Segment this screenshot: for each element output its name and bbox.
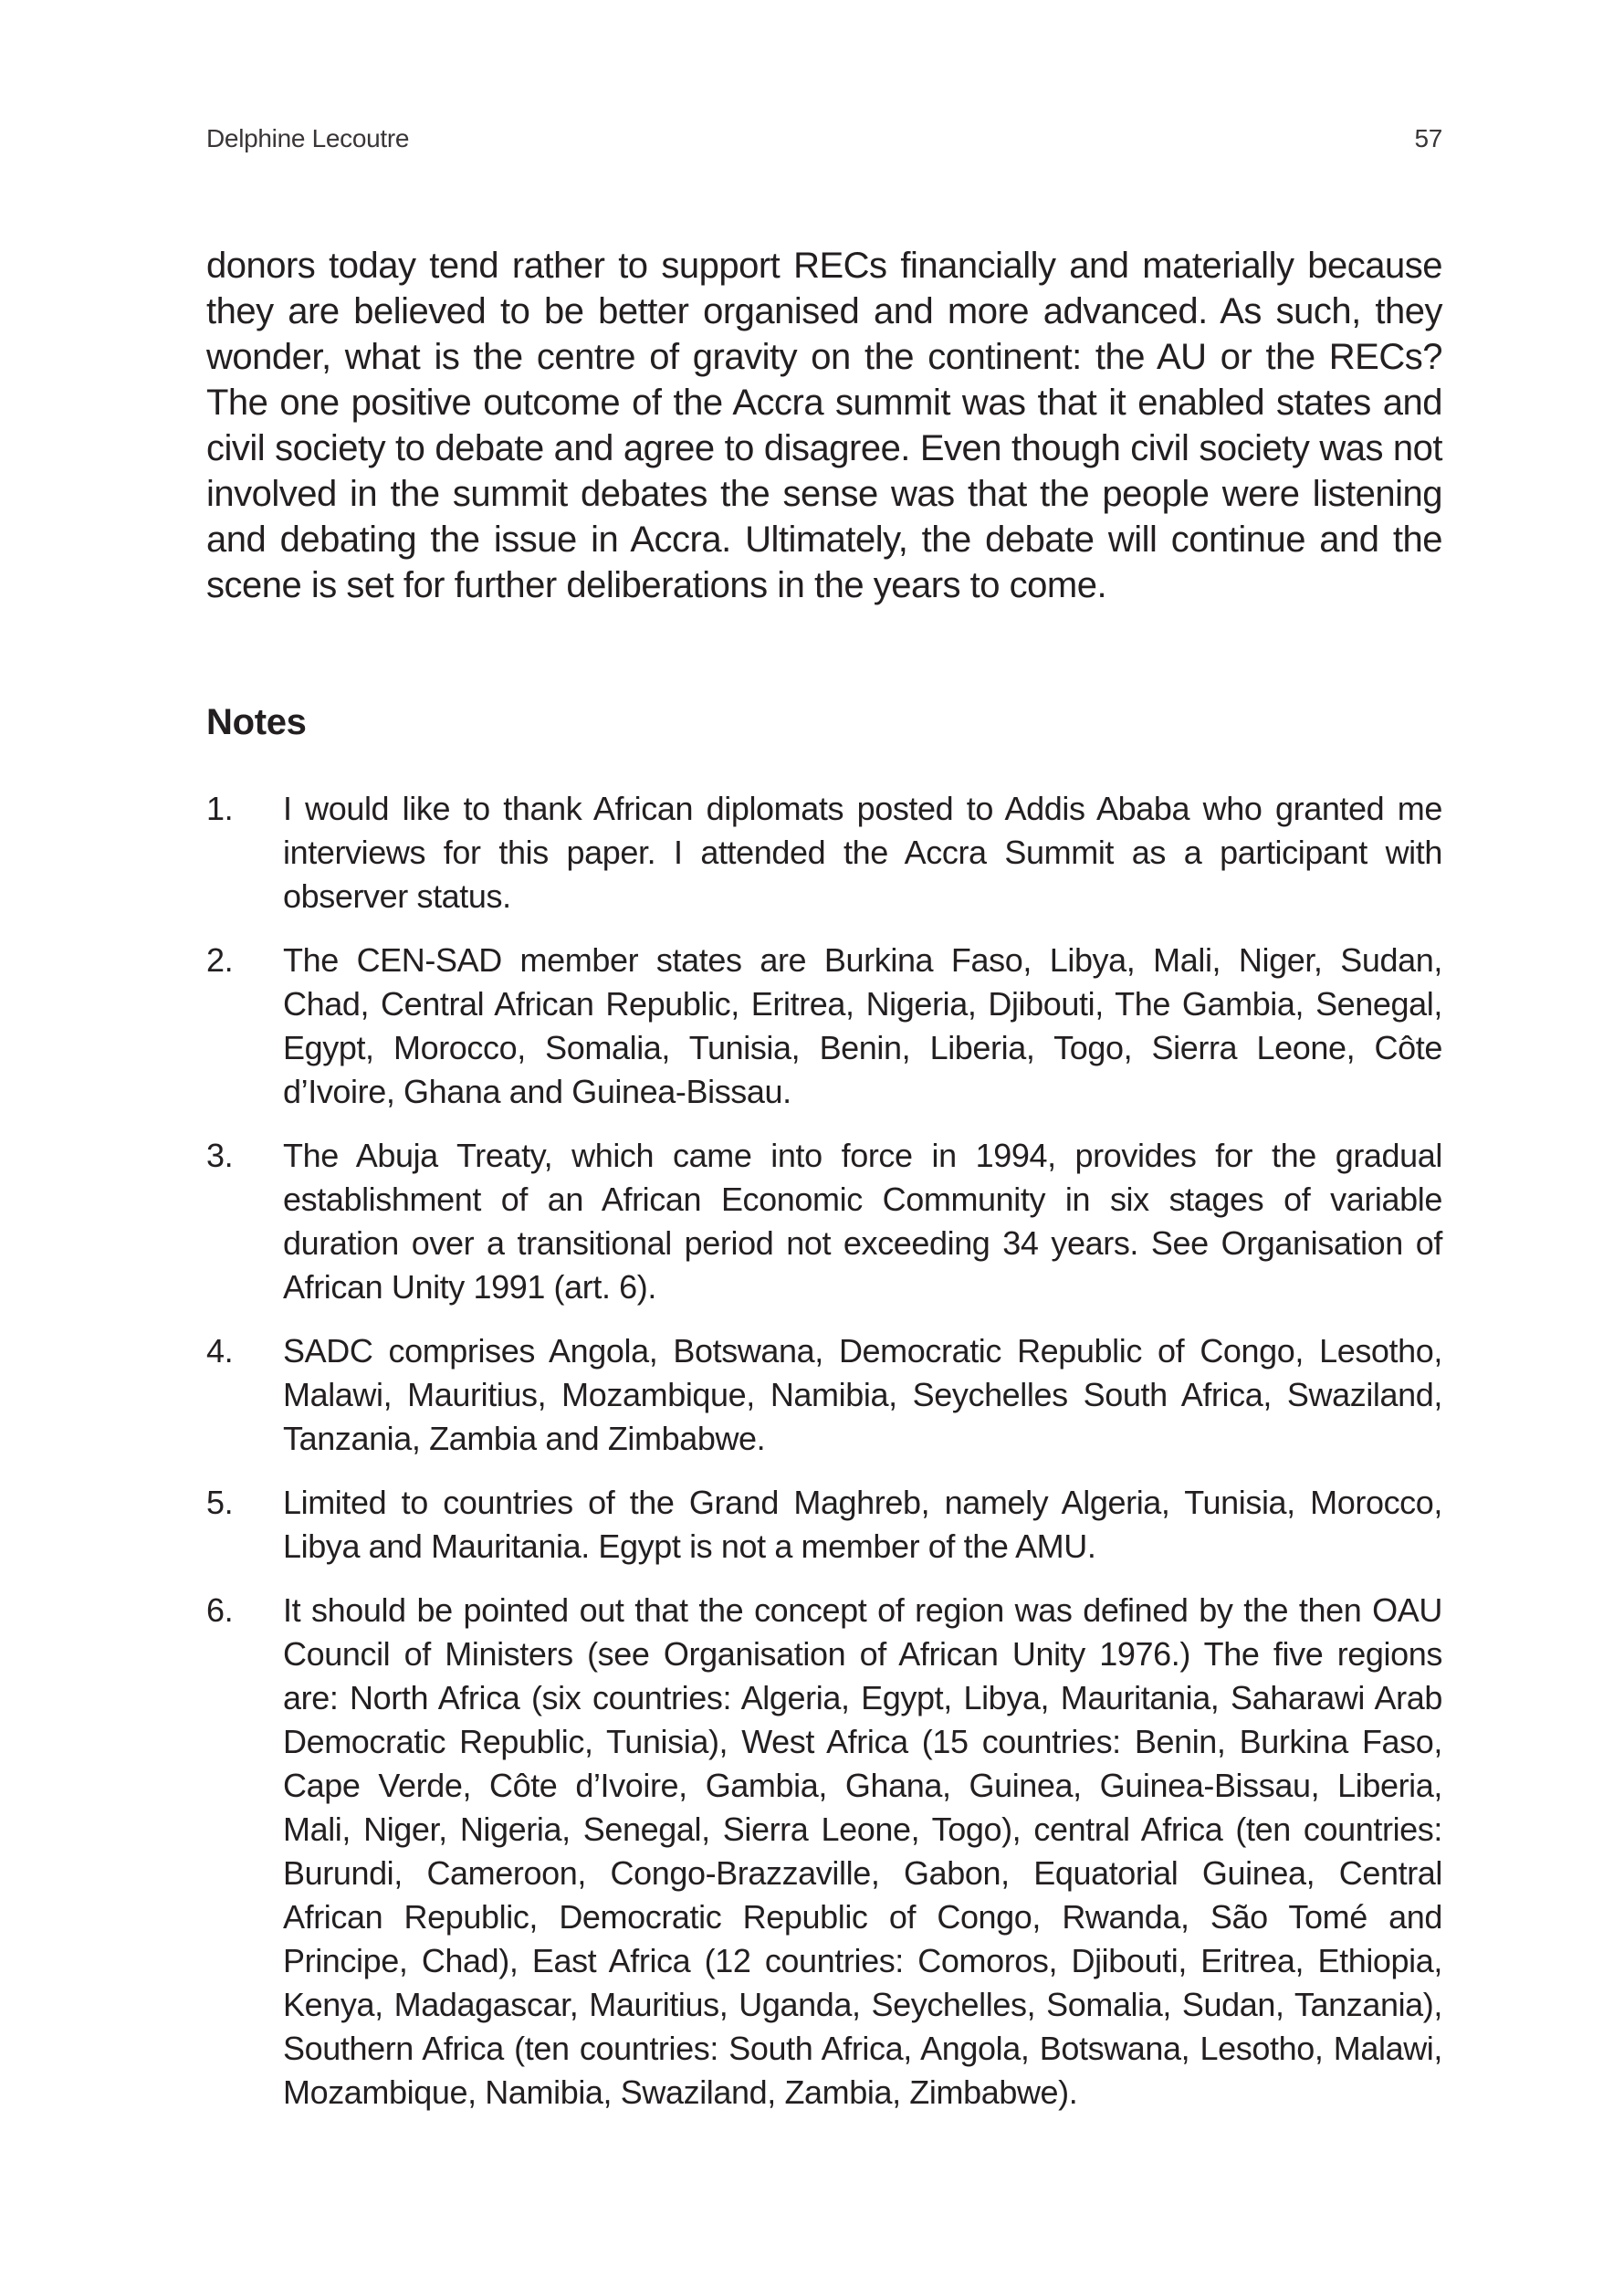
note-item-3 xyxy=(206,1134,1442,1309)
note-number: 5. xyxy=(206,1484,234,1521)
note-item-6 xyxy=(206,1589,1442,2115)
running-head xyxy=(206,124,1442,161)
note-number: 4. xyxy=(206,1332,234,1370)
note-number: 3. xyxy=(206,1137,234,1174)
note-text: It should be pointed out that the concept of region was defined by the then OAU Council of Ministers (see Organisation of African Unity 1976.) The five regions are: North Africa (six countries: Algeria, Egypt, Libya, Mauritania, Saharawi Arab Democratic Republic, Tunisia), West Africa (15 countries: Benin, Burkina Faso, Cape Verde, Côte d’Ivoire, Gambia, Ghana, Guinea, Guinea-Bissau, Liberia, Mali, Niger, Nigeria, Senegal, Sierra Leone, Togo), central Africa (ten countries: Burundi, Cameroon, Congo-Brazzaville, Gabon, Equatorial Guinea, Central African Republic, Democratic Republic of Congo, Rwanda, São Tomé and Principe, Chad), East Africa (12 countries: Comoros, Djibouti, Eritrea, Ethiopia, Kenya, Madagascar, Mauritius, Uganda, Seychelles, Somalia, Sudan, Tanzania), Southern Africa (ten countries: South Africa, Angola, Botswana, Lesotho, Malawi, Mozambique, Namibia, Swaziland, Zambia, Zimbabwe). xyxy=(283,1591,1442,2111)
note-text: SADC comprises Angola, Botswana, Democratic Republic of Congo, Lesotho, Malawi, Mauritius, Mozambique, Namibia, Seychelles South Africa, Swaziland, Tanzania, Zambia and Zimbabwe. xyxy=(283,1332,1442,1457)
running-head-author: Delphine Lecoutre xyxy=(206,124,410,152)
note-item-2 xyxy=(206,939,1442,1114)
note-number: 2. xyxy=(206,941,234,979)
notes-heading: Notes xyxy=(206,702,307,742)
note-item-4 xyxy=(206,1329,1442,1461)
note-text: The Abuja Treaty, which came into force in 1994, provides for the gradual establishment of an African Economic Community in six stages of variable duration over a transitional period not exceeding 34 years. See Organisation of African Unity 1991 (art. 6). xyxy=(283,1137,1442,1306)
note-text: The CEN-SAD member states are Burkina Faso, Libya, Mali, Niger, Sudan, Chad, Central African Republic, Eritrea, Nigeria, Djibouti, The Gambia, Senegal, Egypt, Morocco, Somalia, Tunisia, Benin, Liberia, Togo, Sierra Leone, Côte d’Ivoire, Ghana and Guinea-Bissau. xyxy=(283,941,1442,1110)
note-number: 6. xyxy=(206,1591,234,1629)
page-number: 57 xyxy=(1414,124,1442,152)
note-number: 1. xyxy=(206,790,234,827)
body-paragraph: donors today tend rather to support RECs financially and materially because they are believed to be better organised and more advanced. As such, they wonder, what is the centre of gravity on the continent: the AU or the RECs? The one positive outcome of the Accra summit was that it enabled states and civil society to debate and agree to disagree. Even though civil society was not involved in the summit debates the sense was that the people were listening and debating the issue in Accra. Ultimately, the debate will continue and the scene is set for further deliberations in the years to come. xyxy=(206,246,1442,605)
note-text: I would like to thank African diplomats posted to Addis Ababa who granted me interviews for this paper. I attended the Accra Summit as a participant with observer status. xyxy=(283,790,1442,915)
note-item-5 xyxy=(206,1481,1442,1569)
notes-list xyxy=(206,787,1442,2135)
note-text: Limited to countries of the Grand Maghreb, namely Algeria, Tunisia, Morocco, Libya and Mauritania. Egypt is not a member of the AMU. xyxy=(283,1484,1442,1565)
note-item-1 xyxy=(206,787,1442,918)
